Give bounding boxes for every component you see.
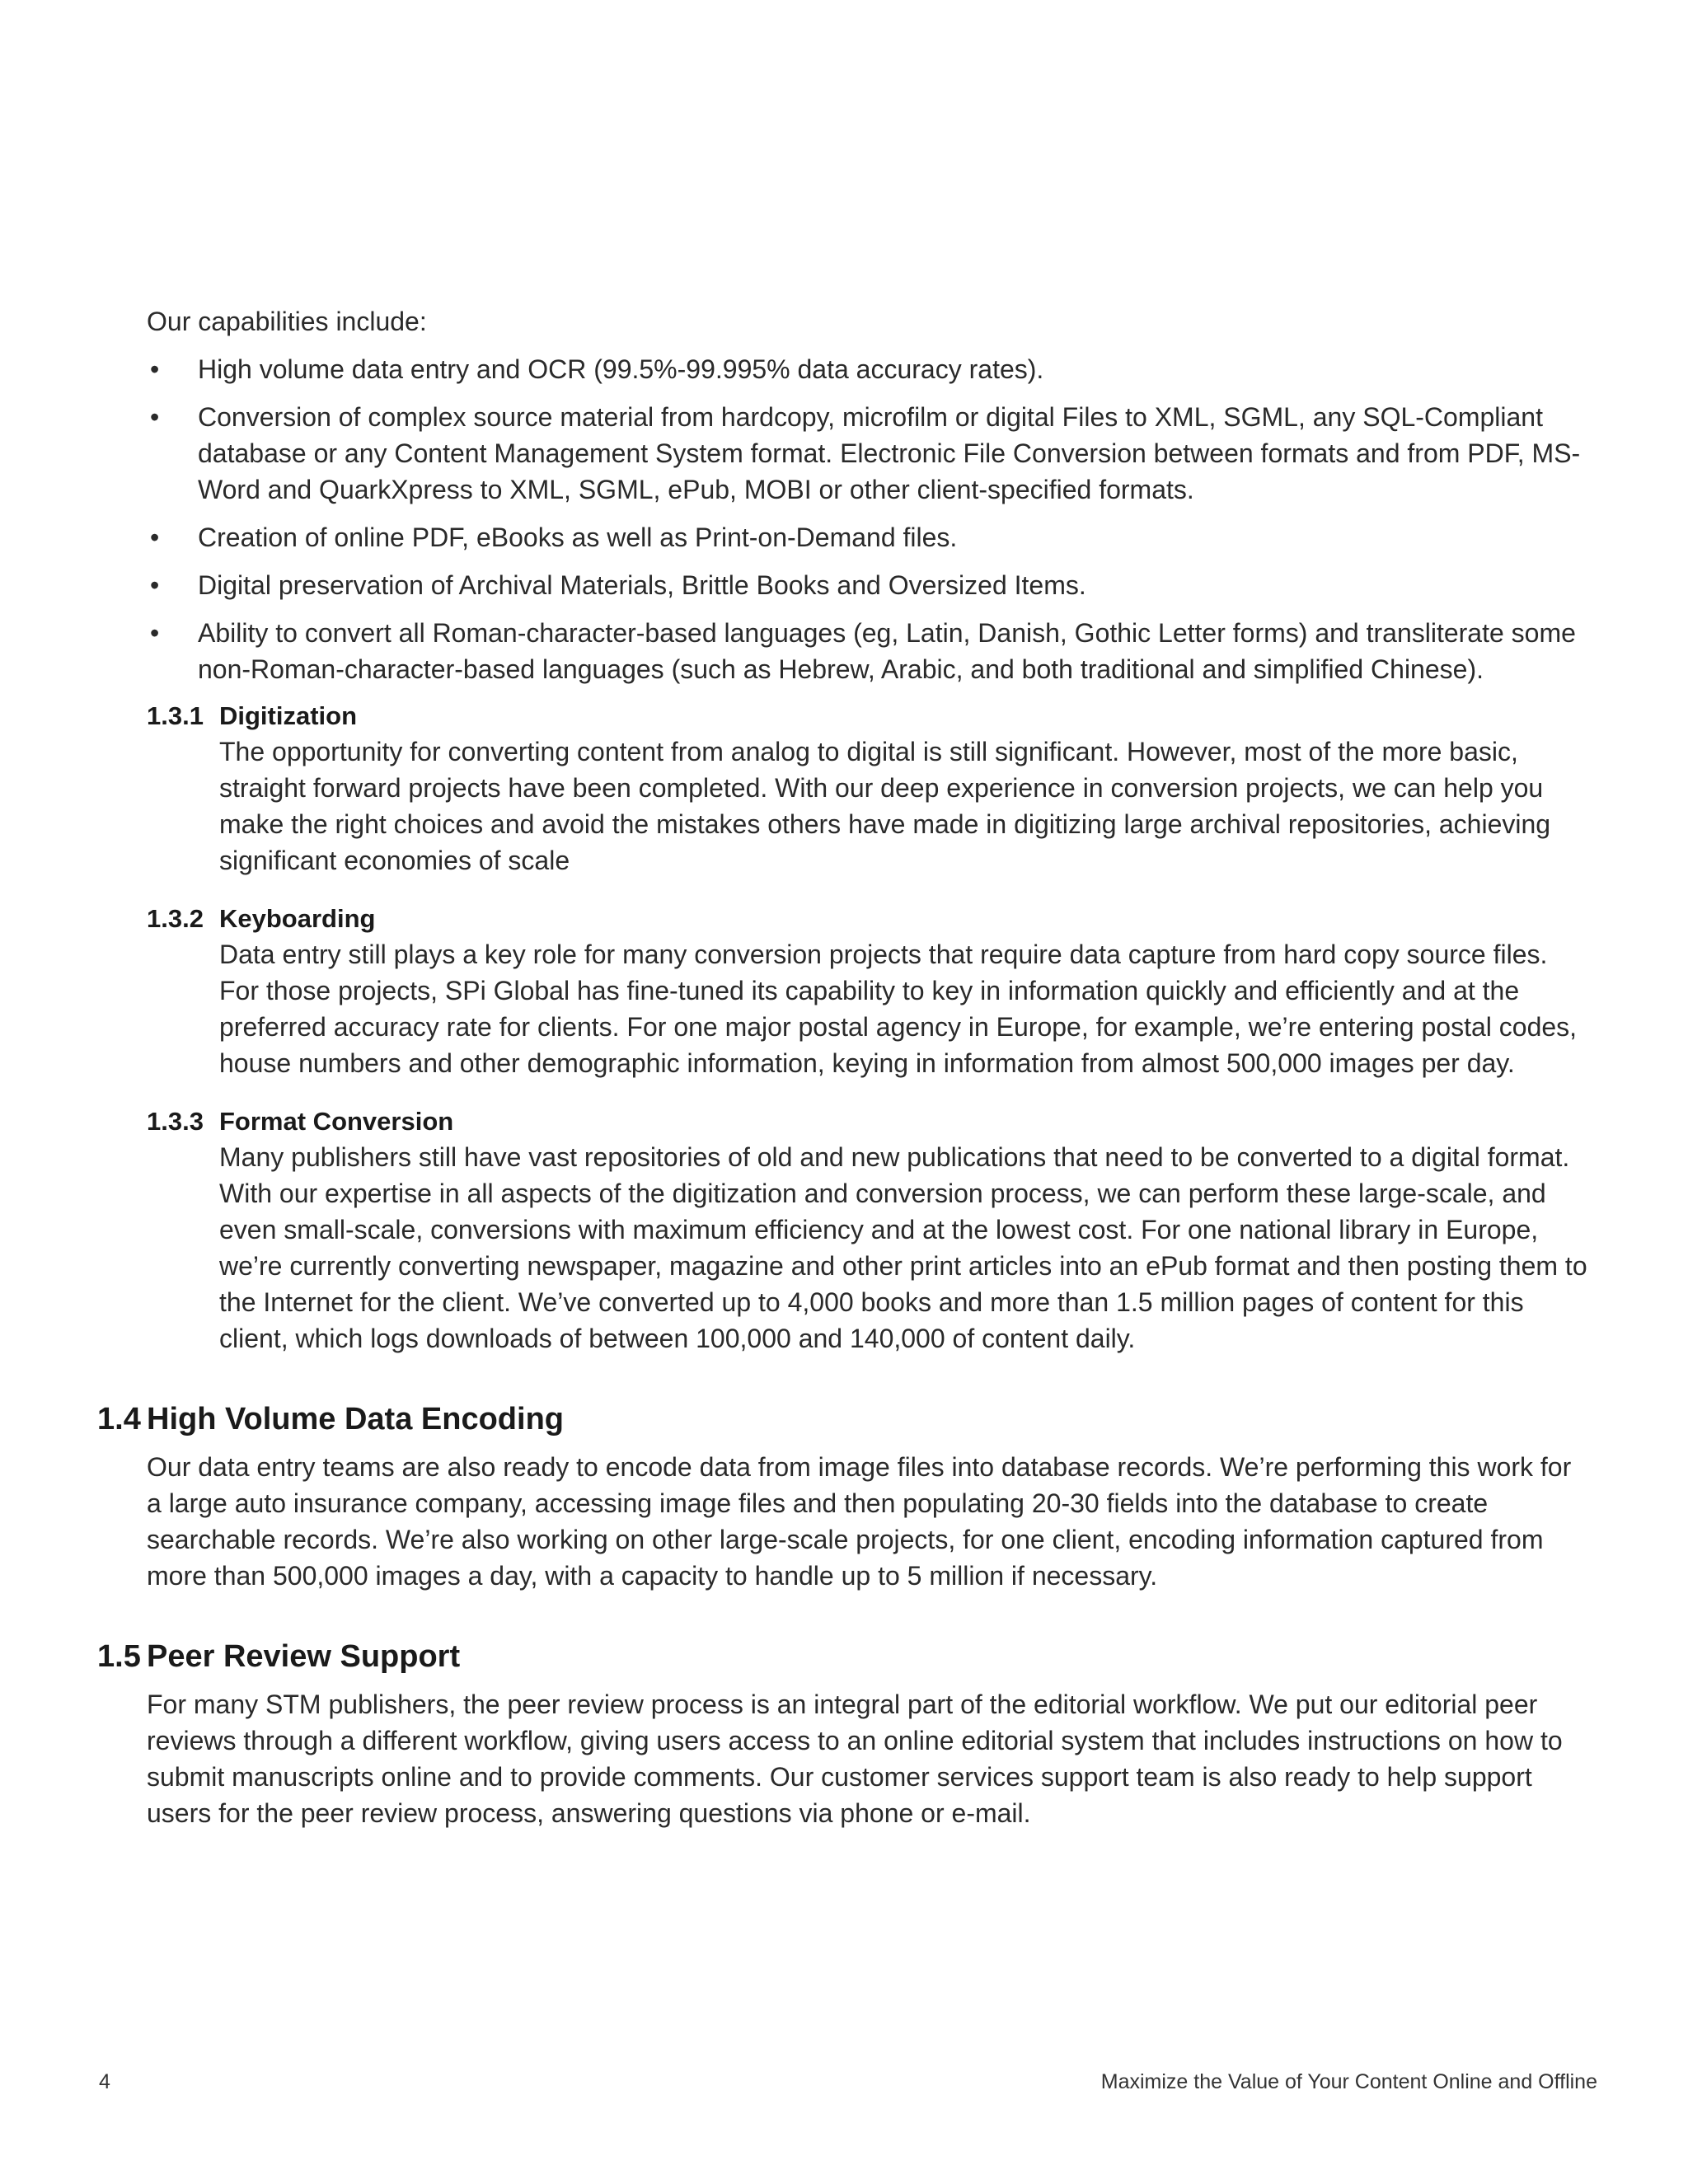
section-title: High Volume Data Encoding (147, 1402, 564, 1436)
list-item-text: Digital preservation of Archival Materials, Brittle Books and Oversized Items. (198, 570, 1086, 600)
section-peer-review-support (97, 1635, 1589, 1831)
subsection-title: Format Conversion (219, 1107, 454, 1136)
subsection-keyboarding (147, 902, 1589, 1081)
subsection-heading (147, 699, 1589, 733)
footer-title: Maximize the Value of Your Content Online and Offline (1100, 2070, 1597, 2093)
subsection-heading (147, 1104, 1589, 1139)
subsection-heading (147, 902, 1589, 936)
section-body: Our data entry teams are also ready to encode data from image files into database records. We’re performing this work for a large auto insurance company, accessing image files and then populating 20-30 fields into the database to create searchable records. We’re also working on other large-scale projects, for one client, encoding information captured from more than 500,000 images a day, with a capacity to handle up to 5 million if necessary. (147, 1452, 1572, 1591)
section-high-volume-data-encoding (97, 1398, 1589, 1594)
list-item (147, 399, 1589, 508)
bullet-icon: • (150, 618, 160, 648)
list-item (147, 567, 1589, 603)
section-heading (97, 1398, 1540, 1441)
list-item-text: Ability to convert all Roman-character-based languages (eg, Latin, Danish, Gothic Letter forms) and transliterate some non-Roman-character-based languages (such as Hebrew, Arabic, and both traditional and simplified Chinese). (198, 618, 1576, 684)
section-heading (97, 1635, 1540, 1678)
subsection-number: 1.3.2 (147, 904, 204, 933)
capabilities-intro: Our capabilities include: (147, 307, 427, 336)
subsection-digitization (147, 699, 1589, 879)
subsection-title: Digitization (219, 701, 358, 730)
page-number: 4 (99, 2070, 110, 2093)
list-item (147, 519, 1589, 555)
main-content (97, 303, 1589, 1831)
subsection-body: The opportunity for converting content from analog to digital is still significant. However, most of the more basic, straight forward projects have been completed. With our deep experience in conversion projects, we can help you make the right choices and avoid the mistakes others have made in digitizing large archival repositories, achieving significant economies of scale (219, 737, 1551, 875)
capabilities-list (147, 351, 1589, 687)
bullet-icon: • (150, 354, 160, 384)
bullet-icon: • (150, 523, 160, 552)
list-item (147, 615, 1589, 687)
bullet-icon: • (150, 570, 160, 600)
list-item-text: High volume data entry and OCR (99.5%-99.995% data accuracy rates). (198, 354, 1044, 384)
subsection-format-conversion (147, 1104, 1589, 1357)
section-title: Peer Review Support (147, 1639, 461, 1674)
list-item-text: Conversion of complex source material from hardcopy, microfilm or digital Files to XML, SGML, any SQL-Compliant database or any Content Management System format. Electronic File Conversion between formats and from PDF, MS-Word and QuarkXpress to XML, SGML, ePub, MOBI or other client-specified formats. (198, 402, 1581, 504)
bullet-icon: • (150, 402, 160, 432)
subsection-body: Many publishers still have vast repositories of old and new publications that need to be converted to a digital format. With our expertise in all aspects of the digitization and conversion process, we can perform these large-scale, and even small-scale, conversions with maximum efficiency and at the lowest cost. For one national library in Europe, we’re currently converting newspaper, magazine and other print articles into an ePub format and then posting them to the Internet for the client. We’ve converted up to 4,000 books and more than 1.5 million pages of content for this client, which logs downloads of between 100,000 and 140,000 of content daily. (219, 1142, 1587, 1353)
subsection-title: Keyboarding (219, 904, 376, 933)
list-item (147, 351, 1589, 387)
section-number: 1.5 (97, 1639, 141, 1674)
subsection-body: Data entry still plays a key role for many conversion projects that require data capture from hard copy source files. For those projects, SPi Global has fine-tuned its capability to key in information quickly and efficiently and at the preferred accuracy rate for clients. For one major postal agency in Europe, for example, we’re entering postal codes, house numbers and other demographic information, keying in information from almost 500,000 images per day. (219, 940, 1578, 1078)
section-number: 1.4 (97, 1402, 141, 1436)
list-item-text: Creation of online PDF, eBooks as well as Print-on-Demand files. (198, 523, 958, 552)
subsection-number: 1.3.1 (147, 701, 204, 730)
section-body: For many STM publishers, the peer review process is an integral part of the editorial workflow. We put our editorial peer reviews through a different workflow, giving users access to an online editorial system that includes instructions on how to submit manuscripts online and to provide comments. Our customer services support team is also ready to help support users for the peer review process, answering questions via phone or e-mail. (147, 1690, 1563, 1828)
subsection-number: 1.3.3 (147, 1107, 204, 1136)
